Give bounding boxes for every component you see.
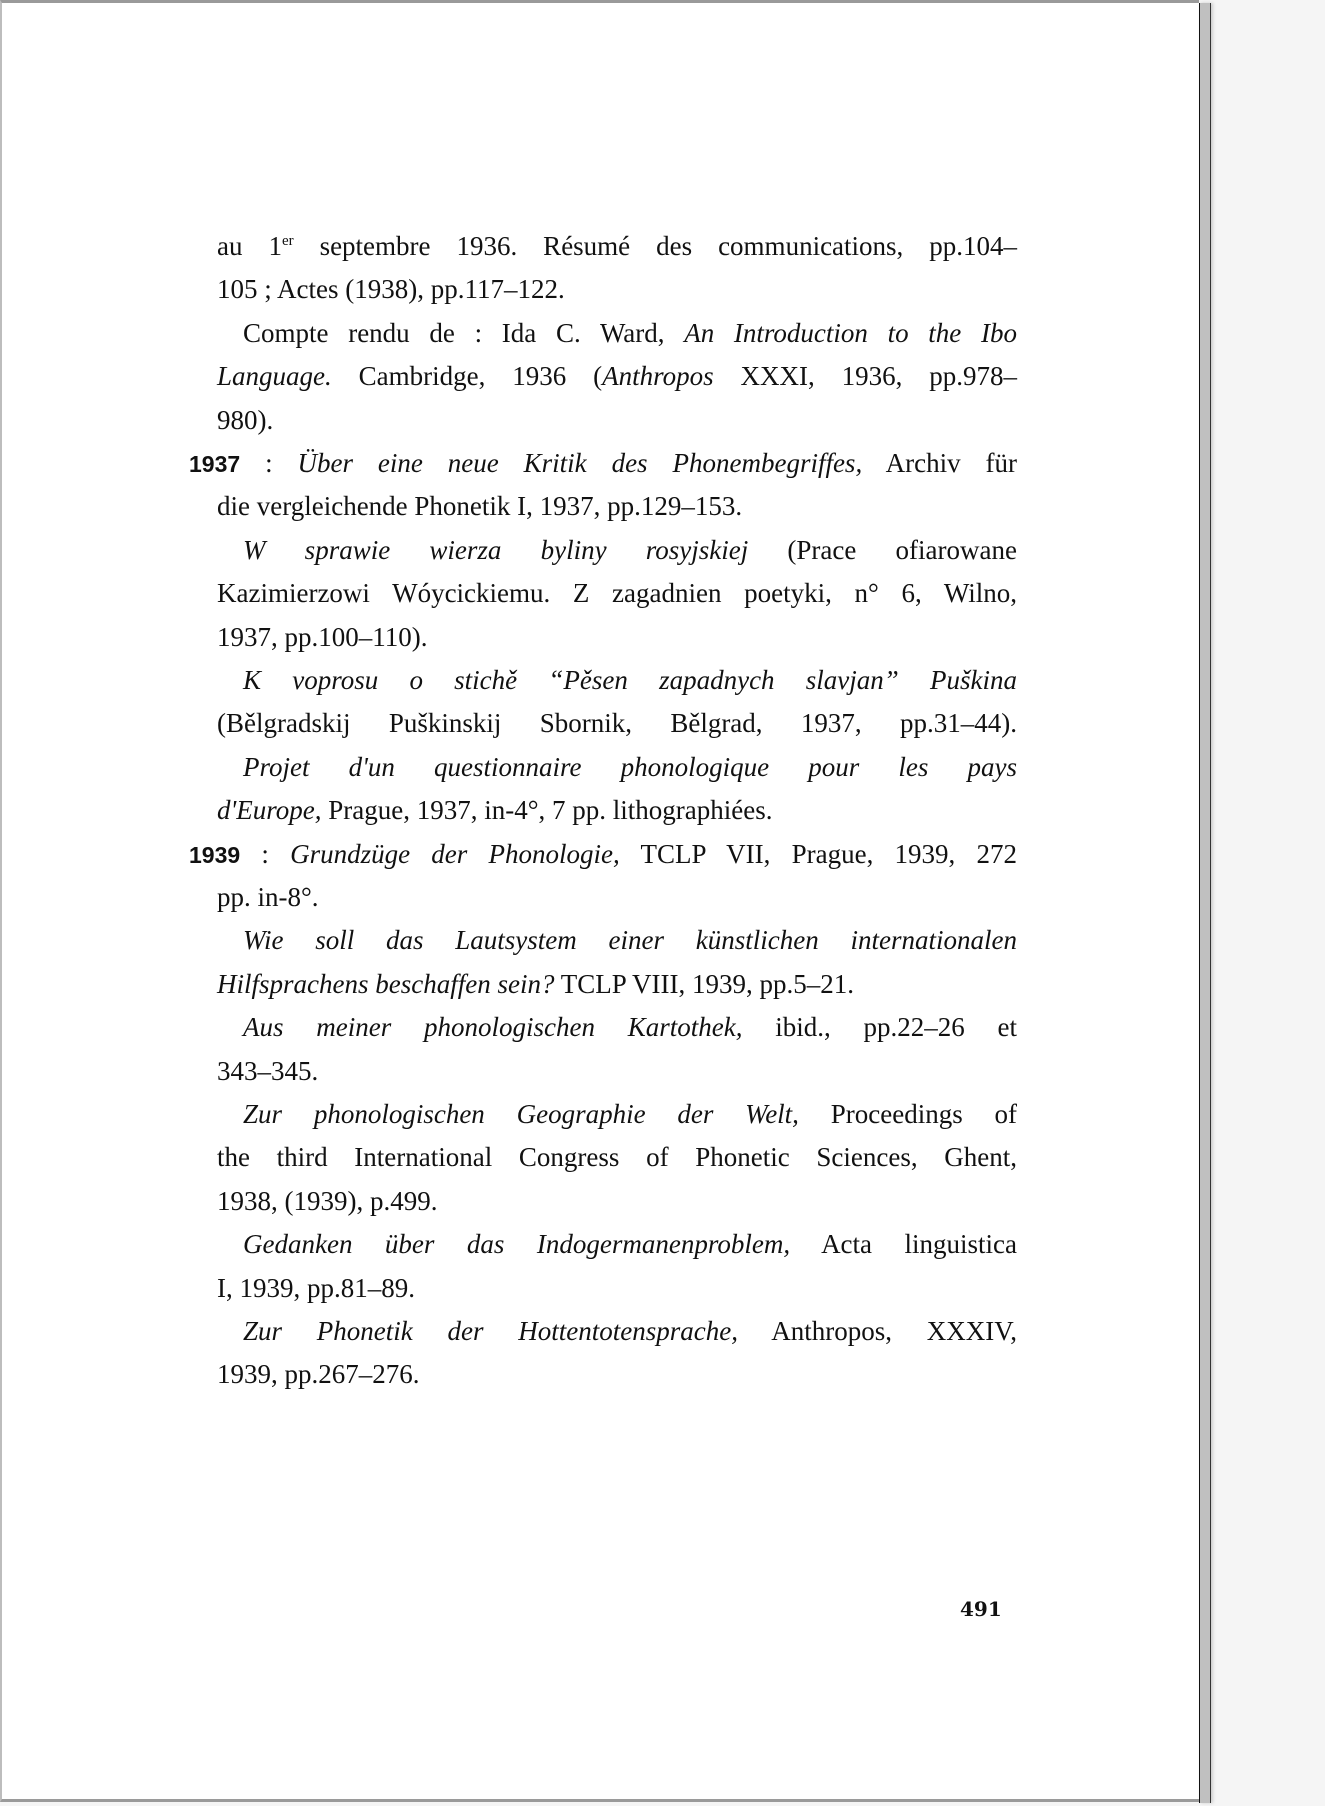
text-line: [217, 355, 1017, 398]
text-line: [217, 1180, 1017, 1223]
text-segment: 1939, pp.267–276.: [217, 1359, 420, 1390]
year-heading: 1937: [189, 451, 241, 477]
text-line: [217, 399, 1017, 442]
text-segment: Kazimierzowi Wóycickiemu. Z zagadnien poetyki, n° 6, Wilno,: [217, 578, 1017, 609]
title-text: Zur phonologischen Geographie der Welt,: [243, 1099, 799, 1129]
text-line: [243, 659, 1017, 702]
page-number: 491: [960, 1597, 1002, 1621]
text-segment: Compte rendu de : Ida C. Ward,: [243, 317, 685, 348]
text-line: [217, 485, 1017, 528]
text-segment: the third International Congress of Phonetic Sciences, Ghent,: [217, 1142, 1017, 1173]
text-line: [217, 1136, 1017, 1179]
text-line: [217, 268, 1017, 311]
text-line: [217, 1050, 1017, 1093]
text-segment: 343–345.: [217, 1055, 319, 1086]
text-segment: Prague, 1937, in-4°, 7 pp. lithographiées.: [321, 795, 773, 826]
text-line: [217, 616, 1017, 659]
text-segment: XXXI, 1936, pp.978–: [713, 361, 1017, 392]
text-line: [243, 1310, 1017, 1353]
title-text: Über eine neue Kritik des Phonembegriffes,: [297, 448, 863, 478]
text-segment: die vergleichende Phonetik I, 1937, pp.129–153.: [217, 491, 743, 522]
title-text: Gedanken über das Indogermanenproblem,: [243, 1229, 791, 1260]
text-segment: 1938, (1939), p.499.: [217, 1185, 438, 1216]
title-text: K voprosu o stichě “Pěsen zapadnych slavjan” Puškina: [243, 665, 1017, 695]
title-text: Language.: [217, 361, 332, 392]
text-segment: Archiv für: [862, 448, 1017, 478]
text-line: [217, 1267, 1017, 1310]
text-line: [243, 1223, 1017, 1266]
title-text: Zur Phonetik der Hottentotensprache,: [243, 1316, 738, 1346]
text-line: [243, 1006, 1017, 1049]
text-segment: TCLP VIII, 1939, pp.5–21.: [554, 968, 854, 999]
text-segment: ibid., pp.22–26 et: [742, 1012, 1017, 1043]
page-edge: [1199, 3, 1211, 1803]
text-segment: pp. in-8°.: [217, 882, 319, 912]
text-line: [217, 702, 1017, 745]
text-segment: :: [240, 448, 298, 478]
text-segment: (Bělgradskij Puškinskij Sbornik, Bělgrad, 1937, pp.31–44).: [217, 708, 1017, 739]
text-line: [189, 833, 1017, 876]
text-segment: I, 1939, pp.81–89.: [217, 1272, 415, 1303]
title-text: Aus meiner phonologischen Kartothek,: [243, 1012, 743, 1043]
text-segment: Proceedings of: [798, 1099, 1018, 1129]
text-segment: TCLP VII, Prague, 1939, 272: [619, 838, 1017, 869]
text-segment: :: [240, 838, 291, 869]
text-segment: Acta linguistica: [790, 1229, 1017, 1260]
text-segment: 980).: [217, 404, 274, 435]
text-line: [217, 1353, 1017, 1396]
title-text: An Introduction to the Ibo: [684, 317, 1017, 348]
title-text: Grundzüge der Phonologie,: [290, 838, 620, 869]
title-text: d'Europe,: [217, 795, 322, 826]
text-segment: (Prace ofiarowane: [748, 534, 1017, 565]
title-text: Anthropos: [602, 361, 714, 392]
text-line: [217, 876, 1017, 919]
title-text: Projet d'un questionnaire phonologique pour les pays: [243, 751, 1017, 782]
text-line: [243, 919, 1017, 962]
text-line: [217, 789, 1017, 832]
text-line: [243, 529, 1017, 572]
text-line: [217, 572, 1017, 615]
text-segment: er: [281, 233, 294, 249]
title-text: Wie soll das Lautsystem einer künstlichen internationalen: [243, 925, 1017, 956]
text-line: [243, 746, 1017, 789]
title-text: W sprawie wierza byliny rosyjskiej: [243, 534, 749, 565]
text-line: [189, 442, 1017, 485]
text-segment: 105 ; Actes (1938), pp.117–122.: [217, 274, 565, 305]
text-segment: Anthropos, XXXIV,: [737, 1316, 1018, 1346]
text-segment: Cambridge, 1936 (: [331, 361, 603, 392]
text-segment: septembre 1936. Résumé des communications, pp.104–: [293, 231, 1018, 261]
year-heading: 1939: [189, 841, 241, 868]
text-line: [217, 963, 1017, 1006]
text-line: [217, 225, 1017, 268]
text-line: [243, 312, 1017, 355]
text-segment: au 1: [217, 231, 282, 261]
text-segment: 1937, pp.100–110).: [217, 621, 428, 652]
title-text: Hilfsprachens beschaffen sein?: [217, 968, 555, 999]
text-line: [243, 1093, 1017, 1136]
